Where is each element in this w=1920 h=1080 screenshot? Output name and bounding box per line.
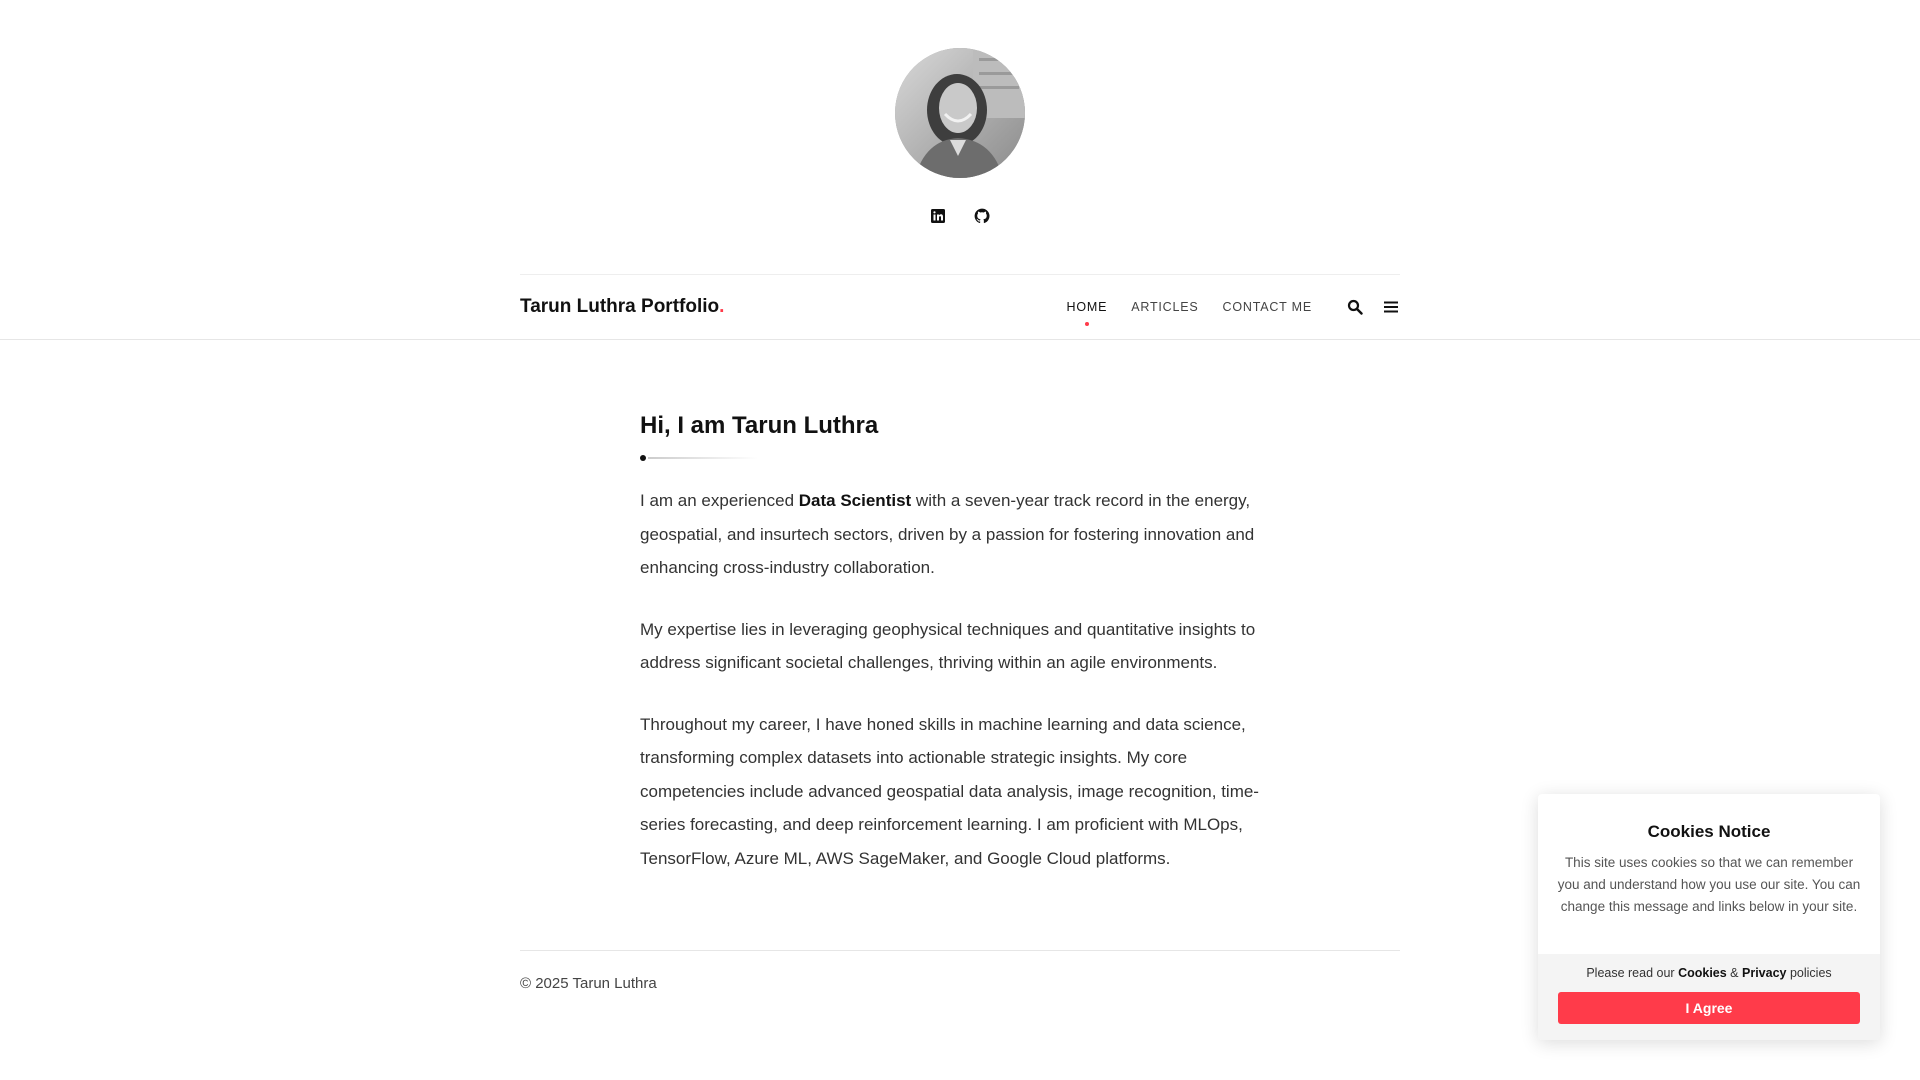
profile-header: [0, 0, 1920, 275]
nav-contact-me[interactable]: CONTACT ME: [1222, 300, 1312, 314]
search-icon[interactable]: [1346, 298, 1364, 316]
main-content: [640, 410, 1280, 875]
intro-highlight: Data Scientist: [798, 491, 912, 510]
nav-home[interactable]: HOME: [1066, 300, 1108, 314]
navbar-divider: [0, 339, 1920, 340]
cookie-policies-text: [1538, 966, 1880, 980]
expertise-paragraph: My expertise lies in leveraging geophysical techniques and quantitative insights to address significant societal challenges, thriving within an agile environments.: [640, 619, 1256, 672]
title-dot: [640, 455, 646, 461]
menu-icon[interactable]: [1382, 298, 1400, 316]
cookie-title: Cookies Notice: [1647, 822, 1771, 841]
intro-paragraph: [640, 484, 1280, 585]
policies-amp: &: [1726, 966, 1742, 980]
social-links: [0, 206, 1920, 226]
intro-text-after: with a seven-year track record in the energy, geospatial, and insurtech sectors, driven by a passion for fostering innovation and enhancing cross-industry collaboration.: [640, 491, 1255, 577]
nav-menu: [1067, 275, 1401, 339]
privacy-policy-link[interactable]: Privacy: [1742, 966, 1787, 980]
navbar: [520, 275, 1400, 339]
career-paragraph: Throughout my career, I have honed skills in machine learning and data science, transforming complex datasets into actionable strategic insights. My core competencies include advanced geospatial data analysis, image recognition, time-series forecasting, and deep reinforcement learning. I am proficient with MLOps, TensorFlow, Azure ML, AWS SageMaker, and Google Cloud platforms.: [640, 714, 1259, 868]
cookie-message: This site uses cookies so that we can remember you and understand how you use our site. You can change this message and links below in your site.: [1557, 855, 1861, 914]
cookie-notice: [1538, 794, 1880, 1040]
policies-prefix: Please read our: [1586, 966, 1679, 980]
cookie-footer: [1538, 954, 1880, 1040]
brand-dot: .: [719, 296, 725, 317]
brand-text: Tarun Luthra Portfolio: [520, 296, 720, 317]
avatar: [895, 48, 1025, 178]
site-brand[interactable]: [520, 296, 724, 318]
agree-button[interactable]: I Agree: [1558, 992, 1860, 1024]
title-line: [648, 457, 758, 459]
footer-divider: [520, 950, 1400, 951]
footer-copyright: © 2025 Tarun Luthra: [520, 975, 657, 992]
title-underline: [640, 452, 1280, 464]
cookies-policy-link[interactable]: Cookies: [1678, 966, 1727, 980]
intro-text-before: I am an experienced: [640, 491, 799, 510]
github-icon[interactable]: [972, 206, 992, 226]
linkedin-icon[interactable]: [928, 206, 948, 226]
page-title: Hi, I am Tarun Luthra: [640, 412, 879, 439]
policies-suffix: policies: [1786, 966, 1832, 980]
nav-articles[interactable]: ARTICLES: [1131, 300, 1199, 314]
